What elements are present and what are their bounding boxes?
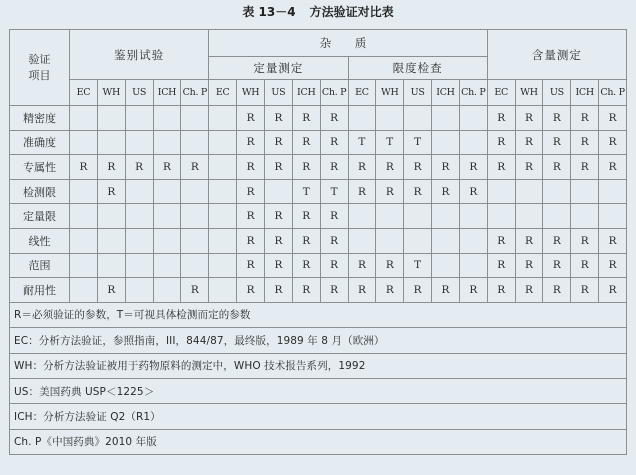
table-cell — [404, 204, 432, 229]
table-cell: R — [515, 253, 543, 278]
table-cell — [209, 106, 237, 131]
table-cell — [432, 106, 460, 131]
table-row — [10, 228, 627, 253]
table-cell — [70, 228, 98, 253]
table-cell: T — [348, 130, 376, 155]
table-cell — [97, 204, 125, 229]
table-cell: R — [348, 179, 376, 204]
table-cell — [125, 106, 153, 131]
row-label: 范围 — [10, 253, 70, 278]
table-cell — [487, 204, 515, 229]
table-cell: R — [237, 179, 265, 204]
column-code-content-chp: Ch. P — [599, 80, 627, 106]
column-code-quantitative-wh: WH — [237, 80, 265, 106]
table-row — [10, 106, 627, 131]
column-code-limit-wh: WH — [376, 80, 404, 106]
table-cell — [459, 130, 487, 155]
column-code-identification-chp: Ch. P — [181, 80, 209, 106]
table-cell — [153, 106, 181, 131]
table-cell: R — [376, 278, 404, 303]
column-code-limit-us: US — [404, 80, 432, 106]
table-cell: R — [432, 278, 460, 303]
table-cell: R — [376, 155, 404, 180]
table-row — [10, 204, 627, 229]
table-note: WH：分析方法验证被用于药物原料的测定中，WHO 技术报告系列，1992 — [10, 353, 627, 378]
note-row — [10, 404, 627, 429]
table-cell: R — [599, 278, 627, 303]
note-row — [10, 429, 627, 454]
table-cell: R — [264, 278, 292, 303]
table-cell: R — [292, 106, 320, 131]
table-cell — [153, 228, 181, 253]
table-cell — [181, 253, 209, 278]
table-cell: R — [571, 106, 599, 131]
row-label: 线性 — [10, 228, 70, 253]
table-cell: R — [320, 130, 348, 155]
table-cell: R — [515, 106, 543, 131]
table-cell: R — [515, 278, 543, 303]
table-cell — [459, 253, 487, 278]
table-note: Ch. P《中国药典》2010 年版 — [10, 429, 627, 454]
table-cell: R — [264, 228, 292, 253]
table-cell — [571, 204, 599, 229]
table-cell: R — [487, 278, 515, 303]
column-code-content-us: US — [543, 80, 571, 106]
table-note: ICH：分析方法验证 Q2（R1） — [10, 404, 627, 429]
table-cell: R — [599, 155, 627, 180]
table-cell — [599, 179, 627, 204]
table-cell — [571, 179, 599, 204]
table-cell — [70, 278, 98, 303]
table-cell: R — [432, 179, 460, 204]
table-cell: R — [320, 228, 348, 253]
table-cell — [97, 228, 125, 253]
column-code-limit-ec: EC — [348, 80, 376, 106]
table-cell — [209, 228, 237, 253]
column-code-identification-ich: ICH — [153, 80, 181, 106]
column-code-identification-ec: EC — [70, 80, 98, 106]
table-cell: R — [97, 278, 125, 303]
table-cell: R — [571, 228, 599, 253]
table-cell: R — [237, 278, 265, 303]
table-cell: R — [543, 278, 571, 303]
note-row — [10, 378, 627, 403]
row-label: 精密度 — [10, 106, 70, 131]
table-title: 方法验证对比表 — [309, 5, 394, 19]
table-cell: R — [404, 155, 432, 180]
subgroup-limit-header: 限度检查 — [348, 57, 487, 80]
table-cell: R — [543, 228, 571, 253]
table-cell — [125, 130, 153, 155]
row-label: 耐用性 — [10, 278, 70, 303]
table-cell — [181, 130, 209, 155]
table-cell: T — [320, 179, 348, 204]
table-cell: R — [599, 253, 627, 278]
table-cell: R — [237, 228, 265, 253]
column-code-identification-wh: WH — [97, 80, 125, 106]
table-cell — [153, 204, 181, 229]
table-cell — [153, 253, 181, 278]
table-cell: R — [543, 253, 571, 278]
table-cell — [459, 106, 487, 131]
table-cell: R — [599, 228, 627, 253]
column-code-limit-chp: Ch. P — [459, 80, 487, 106]
table-cell: T — [404, 130, 432, 155]
subgroup-quantitative-header: 定量测定 — [209, 57, 348, 80]
table-cell: R — [487, 106, 515, 131]
table-cell: R — [153, 155, 181, 180]
table-cell: R — [237, 204, 265, 229]
table-cell — [97, 130, 125, 155]
table-cell: T — [376, 130, 404, 155]
table-cell — [209, 253, 237, 278]
table-cell — [125, 278, 153, 303]
table-cell — [125, 179, 153, 204]
table-cell — [432, 228, 460, 253]
table-cell — [70, 253, 98, 278]
table-cell — [348, 204, 376, 229]
table-cell: R — [571, 155, 599, 180]
table-note: R＝必须验证的参数，T＝可视具体检测而定的参数 — [10, 302, 627, 327]
table-cell — [515, 179, 543, 204]
group-identification-header: 鉴别试验 — [70, 30, 209, 80]
table-cell: R — [571, 278, 599, 303]
table-cell: R — [571, 130, 599, 155]
column-code-content-wh: WH — [515, 80, 543, 106]
table-cell: R — [237, 130, 265, 155]
table-cell: R — [459, 155, 487, 180]
table-cell — [264, 179, 292, 204]
table-cell — [97, 106, 125, 131]
table-row — [10, 253, 627, 278]
table-cell — [97, 253, 125, 278]
table-cell — [153, 179, 181, 204]
table-cell: R — [292, 130, 320, 155]
table-cell: R — [320, 253, 348, 278]
table-cell: R — [376, 253, 404, 278]
table-cell — [432, 253, 460, 278]
table-cell — [153, 278, 181, 303]
table-cell: R — [264, 155, 292, 180]
group-content-header: 含量测定 — [487, 30, 626, 80]
table-cell — [404, 228, 432, 253]
table-cell: R — [543, 155, 571, 180]
column-code-limit-ich: ICH — [432, 80, 460, 106]
column-code-quantitative-ec: EC — [209, 80, 237, 106]
table-note: US：美国药典 USP＜1225＞ — [10, 378, 627, 403]
table-cell: R — [348, 155, 376, 180]
table-cell: R — [348, 253, 376, 278]
table-cell: R — [320, 106, 348, 131]
table-cell: R — [237, 253, 265, 278]
table-cell: R — [237, 106, 265, 131]
table-cell — [125, 204, 153, 229]
row-label: 专属性 — [10, 155, 70, 180]
table-cell — [125, 253, 153, 278]
table-cell: R — [432, 155, 460, 180]
table-cell: R — [264, 130, 292, 155]
header-row-groups — [10, 30, 627, 57]
table-cell: R — [487, 253, 515, 278]
method-validation-table — [9, 29, 627, 455]
table-cell — [70, 106, 98, 131]
table-cell — [376, 228, 404, 253]
column-code-quantitative-chp: Ch. P — [320, 80, 348, 106]
table-row — [10, 130, 627, 155]
table-cell — [209, 130, 237, 155]
table-number: 表 13－4 — [242, 5, 296, 19]
table-cell — [515, 204, 543, 229]
table-cell — [181, 228, 209, 253]
table-cell: R — [292, 228, 320, 253]
table-body — [10, 106, 627, 455]
table-cell: R — [459, 278, 487, 303]
table-cell — [543, 204, 571, 229]
table-cell: R — [571, 253, 599, 278]
table-cell: R — [487, 155, 515, 180]
column-code-quantitative-ich: ICH — [292, 80, 320, 106]
table-cell: R — [515, 130, 543, 155]
table-cell — [543, 179, 571, 204]
table-cell: R — [264, 106, 292, 131]
column-code-content-ich: ICH — [571, 80, 599, 106]
table-cell: R — [97, 179, 125, 204]
table-row — [10, 155, 627, 180]
table-cell: R — [599, 130, 627, 155]
corner-header-line: 验证 — [28, 52, 51, 66]
note-row — [10, 302, 627, 327]
table-cell: T — [404, 253, 432, 278]
table-cell: R — [376, 179, 404, 204]
note-row — [10, 328, 627, 353]
table-cell — [125, 228, 153, 253]
table-cell: R — [292, 155, 320, 180]
table-cell — [487, 179, 515, 204]
table-cell — [599, 204, 627, 229]
note-row — [10, 353, 627, 378]
table-cell: R — [292, 253, 320, 278]
table-cell: R — [404, 179, 432, 204]
row-label: 检测限 — [10, 179, 70, 204]
table-cell: R — [97, 155, 125, 180]
table-cell — [432, 130, 460, 155]
table-caption — [0, 3, 636, 20]
table-cell — [70, 130, 98, 155]
table-cell: R — [487, 130, 515, 155]
table-cell: R — [181, 278, 209, 303]
column-code-quantitative-us: US — [264, 80, 292, 106]
table-cell: R — [292, 278, 320, 303]
table-cell: R — [348, 278, 376, 303]
table-cell: R — [543, 106, 571, 131]
table-cell: R — [515, 228, 543, 253]
table-cell — [376, 204, 404, 229]
table-cell — [70, 179, 98, 204]
table-cell: R — [599, 106, 627, 131]
table-cell — [181, 204, 209, 229]
table-note: EC：分析方法验证，参照指南，III，844/87，最终版，1989 年 8 月（欧洲） — [10, 328, 627, 353]
corner-header-line: 项目 — [28, 68, 51, 82]
table-cell — [181, 179, 209, 204]
column-code-content-ec: EC — [487, 80, 515, 106]
table-cell: R — [515, 155, 543, 180]
table-cell: R — [264, 253, 292, 278]
table-cell: R — [320, 155, 348, 180]
table-cell — [181, 106, 209, 131]
column-code-identification-us: US — [125, 80, 153, 106]
corner-header — [10, 30, 70, 106]
table-cell — [404, 106, 432, 131]
table-cell: R — [237, 155, 265, 180]
table-cell — [153, 130, 181, 155]
table-cell — [209, 155, 237, 180]
table-cell: R — [543, 130, 571, 155]
table-cell — [209, 179, 237, 204]
table-cell — [348, 228, 376, 253]
row-label: 定量限 — [10, 204, 70, 229]
table-cell: R — [292, 204, 320, 229]
row-label: 准确度 — [10, 130, 70, 155]
table-cell: R — [487, 228, 515, 253]
table-cell: R — [459, 179, 487, 204]
table-row — [10, 278, 627, 303]
table-cell — [376, 106, 404, 131]
table-cell: R — [125, 155, 153, 180]
table-cell: R — [181, 155, 209, 180]
table-cell: T — [292, 179, 320, 204]
table-cell — [209, 278, 237, 303]
table-cell — [348, 106, 376, 131]
table-cell — [70, 204, 98, 229]
table-cell: R — [264, 204, 292, 229]
table-cell: R — [320, 204, 348, 229]
table-cell: R — [404, 278, 432, 303]
group-impurity-header: 杂 质 — [209, 30, 487, 57]
table-cell: R — [70, 155, 98, 180]
table-cell: R — [320, 278, 348, 303]
table-cell — [459, 228, 487, 253]
table-cell — [432, 204, 460, 229]
header-row-codes — [10, 80, 627, 106]
table-cell — [209, 204, 237, 229]
table-cell — [459, 204, 487, 229]
table-row — [10, 179, 627, 204]
